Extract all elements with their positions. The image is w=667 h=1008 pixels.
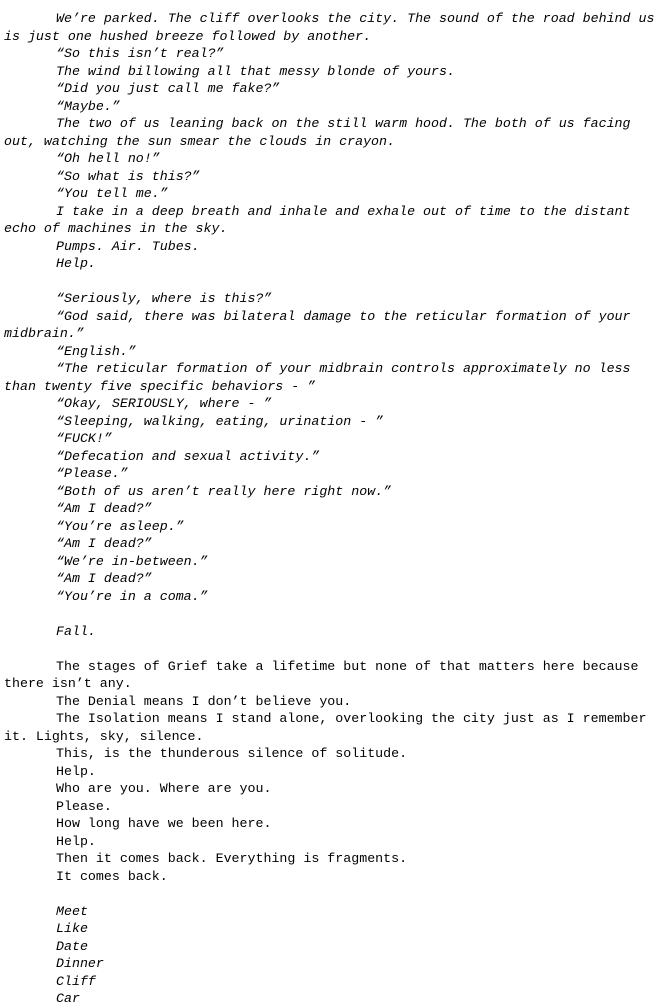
paragraph: “God said, there was bilateral damage to the reticular formation of your midbrain.” [4,308,639,341]
paragraph: Who are you. Where are you. [56,781,272,796]
paragraph-spacer [4,605,659,623]
paragraph: “Okay, SERIOUSLY, where - ” [56,396,272,411]
paragraph: I take in a deep breath and inhale and exhale out of time to the distant echo of machines in the sky. [4,203,639,236]
paragraph: “Am I dead?” [56,501,152,516]
paragraph: The wind billowing all that messy blonde of yours. [56,63,455,79]
paragraph: Help. [56,256,96,271]
paragraph: Car [56,991,80,1006]
paragraph: The Denial means I don’t believe you. [56,693,352,709]
paragraph: “You’re in a coma.” [56,588,208,604]
paragraph-spacer [4,885,659,903]
paragraph: Meet [56,903,88,919]
paragraph: “You tell me.” [56,186,168,201]
paragraph: We’re parked. The cliff overlooks the city. The sound of the road behind us is just one hushed breeze followed by another. [4,11,663,44]
paragraph: “Did you just call me fake?” [56,81,280,96]
paragraph: This, is the thunderous silence of solitude. [56,746,408,761]
paragraph: “We’re in-between.” [56,553,208,569]
paragraph: Fall. [56,623,96,639]
paragraph: The Isolation means I stand alone, overlooking the city just as I remember it. Lights, sky, silence. [4,711,655,744]
paragraph: “You’re asleep.” [56,518,184,534]
paragraph: Date [56,938,88,954]
paragraph: “Both of us aren’t really here right now.” [56,483,392,499]
paragraph: The stages of Grief take a lifetime but none of that matters here because there isn’t any. [4,658,647,691]
paragraph: Help. [56,833,96,849]
paragraph: “FUCK!” [56,431,112,446]
paragraph: “Please.” [56,466,128,481]
paragraph: It comes back. [56,868,168,884]
paragraph: How long have we been here. [56,816,272,831]
paragraph: “Defecation and sexual activity.” [56,448,320,464]
paragraph: “Oh hell no!” [56,151,160,166]
paragraph: “The reticular formation of your midbrain controls approximately no less than twenty five specific behaviors - ” [4,361,639,394]
paragraph: “So what is this?” [56,168,200,184]
paragraph: “Seriously, where is this?” [56,291,272,306]
paragraph: Dinner [56,956,104,971]
paragraph: The two of us leaning back on the still warm hood. The both of us facing out, watching the sun smear the clouds in crayon. [4,116,639,149]
paragraph: “Am I dead?” [56,571,152,586]
paragraph: Please. [56,798,112,814]
paragraph: Like [56,921,88,936]
paragraph: “English.” [56,343,136,359]
paragraph: “Am I dead?” [56,536,152,551]
paragraph: Cliff [56,973,96,989]
paragraph: “Sleeping, walking, eating, urination - ” [56,413,384,429]
paragraph: “So this isn’t real?” [56,46,224,61]
paragraph: Help. [56,763,96,779]
paragraph-spacer [4,273,659,291]
paragraph: “Maybe.” [56,98,120,114]
paragraph: Pumps. Air. Tubes. [56,238,200,254]
document-body [4,10,663,1008]
paragraph-spacer [4,640,659,658]
paragraph: Then it comes back. Everything is fragments. [56,851,408,866]
